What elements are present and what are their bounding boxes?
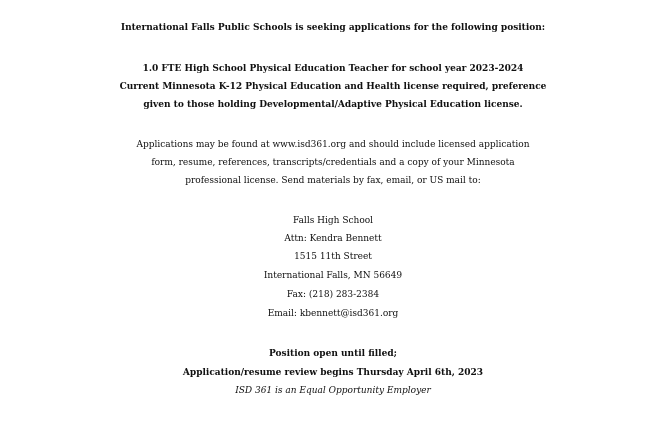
position-title: 1.0 FTE High School Physical Education Teacher for school year 2023-2024 <box>142 64 524 74</box>
license-preference: given to those holding Developmental/Adaptive Physical Education license. <box>143 100 523 110</box>
position-open-notice: Position open until filled; <box>269 349 397 359</box>
address-school: Falls High School <box>292 216 374 226</box>
equal-opportunity-statement: ISD 361 is an Equal Opportunity Employer <box>235 386 431 396</box>
license-requirement: Current Minnesota K-12 Physical Education and Health license required, preference <box>119 82 547 92</box>
instructions-line-2: form, resume, references, transcripts/credentials and a copy of your Minnesota <box>151 158 515 168</box>
instructions-line-3: professional license. Send materials by fax, email, or US mail to: <box>185 176 481 186</box>
review-date-notice: Application/resume review begins Thursday April 6th, 2023 <box>182 368 484 378</box>
address-street: 1515 11th Street <box>294 252 372 262</box>
announcement-header: International Falls Public Schools is seeking applications for the following position: <box>120 23 546 33</box>
address-email: Email: kbennett@isd361.org <box>267 309 399 319</box>
address-fax: Fax: (218) 283-2384 <box>286 290 380 300</box>
instructions-line-1: Applications may be found at www.isd361.org and should include licensed application <box>136 140 530 150</box>
address-attn: Attn: Kendra Bennett <box>284 234 382 244</box>
address-city: International Falls, MN 56649 <box>263 271 403 281</box>
